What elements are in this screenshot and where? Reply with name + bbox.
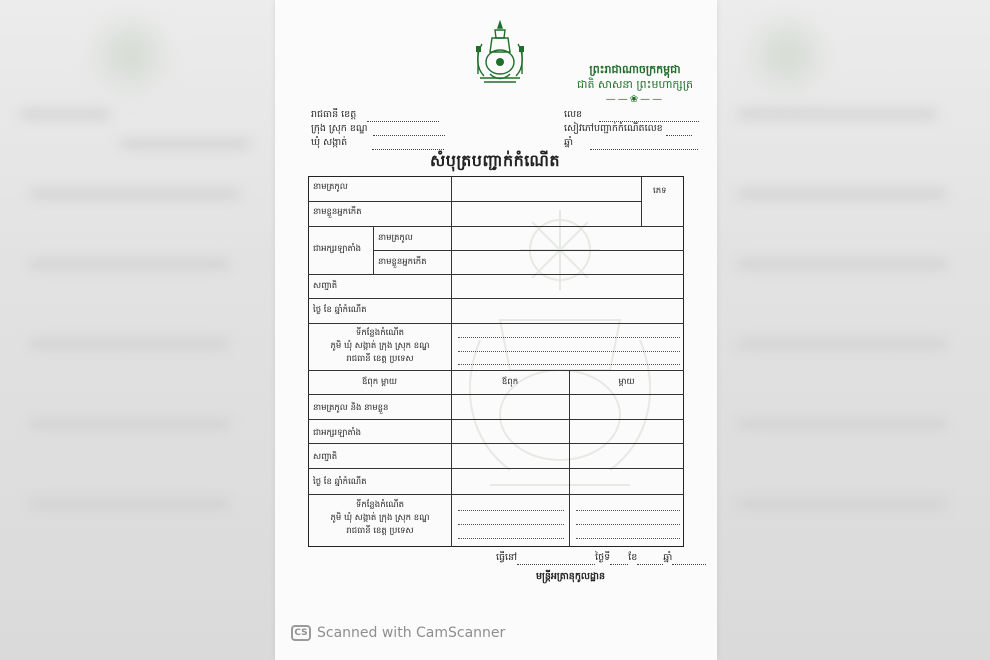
field-number-label: លេខ xyxy=(564,109,583,120)
field-book-label: សៀវភៅបញ្ជាក់កំណើតលេខ xyxy=(564,123,663,134)
field-district-label: ក្រុង ស្រុក ខណ្ឌ xyxy=(311,123,368,134)
form-title: សំបុត្របញ្ជាក់កំណើត xyxy=(429,151,561,170)
camscanner-watermark xyxy=(291,625,505,641)
parent-pob-line3: រាជធានី ខេត្ត ប្រទេស xyxy=(346,526,414,536)
label-parent-nationality: សញ្ជាតិ xyxy=(313,452,338,462)
label-father: ឪពុក xyxy=(501,377,519,387)
field-province-label: រាជធានី ខេត្ត xyxy=(311,109,357,120)
background-left xyxy=(0,0,275,660)
label-parent-place-of-birth xyxy=(312,499,448,538)
field-year-label: ឆ្នាំ xyxy=(564,137,574,148)
pob-line3: រាជធានី ខេត្ត ប្រទេស xyxy=(346,354,414,364)
royal-emblem-icon xyxy=(468,18,532,86)
camscanner-logo-icon: CS xyxy=(291,625,311,641)
kingdom-name: ព្រះរាជាណាចក្រកម្ពុជា xyxy=(589,63,681,76)
month-label: ខែ xyxy=(628,552,638,563)
label-given-name: នាមខ្លួនអ្នកកើត xyxy=(313,207,362,217)
background-right xyxy=(717,0,990,660)
footer-date-line xyxy=(496,551,706,565)
signatory-title: មន្ត្រីអត្រានុកូលដ្ឋាន xyxy=(536,571,605,582)
camscanner-text: Scanned with CamScanner xyxy=(317,625,506,641)
pob-line2: ភូមិ ឃុំ សង្កាត់ ក្រុង ស្រុក ខណ្ឌ xyxy=(330,341,430,351)
label-nationality: សញ្ជាតិ xyxy=(313,281,338,291)
kingdom-motto: ជាតិ សាសនា ព្រះមហាក្សត្រ xyxy=(577,78,693,91)
kingdom-heading xyxy=(560,62,710,107)
label-latin-given: នាមខ្លួនអ្នកកើត xyxy=(378,257,427,267)
label-latin-name: ជាអក្សរឡាតាំង xyxy=(313,244,361,254)
year-label: ឆ្នាំ xyxy=(663,552,673,563)
ornament: ——❀—— xyxy=(605,94,665,105)
label-parent-name: នាមត្រកូល និង នាមខ្លួន xyxy=(313,403,389,413)
label-latin-family: នាមត្រកូល xyxy=(378,233,413,243)
field-commune-label: ឃុំ សង្កាត់ xyxy=(311,137,348,148)
label-date-of-birth: ថ្ងៃ ខែ ឆ្នាំកំណើត xyxy=(313,305,367,315)
label-family-name: នាមត្រកូល xyxy=(313,182,348,192)
label-parents: ឪពុក ម្ដាយ xyxy=(361,377,398,387)
header-right-fields xyxy=(564,108,699,150)
made-at-label: ធ្វើនៅ xyxy=(496,552,518,563)
parent-pob-line2: ភូមិ ឃុំ សង្កាត់ ក្រុង ស្រុក ខណ្ឌ xyxy=(330,513,430,523)
label-mother: ម្ដាយ xyxy=(618,377,635,387)
parent-pob-title: ទីកន្លែងកំណើត xyxy=(355,500,405,510)
pob-title: ទីកន្លែងកំណើត xyxy=(355,328,405,338)
header-left-fields xyxy=(311,108,445,150)
day-label: ថ្ងៃទី xyxy=(595,552,611,563)
label-parent-dob: ថ្ងៃ ខែ ឆ្នាំកំណើត xyxy=(313,477,367,487)
label-sex: ភេទ xyxy=(653,186,667,196)
label-parent-latin: ជាអក្សរឡាតាំង xyxy=(313,428,361,438)
label-place-of-birth xyxy=(312,327,448,366)
